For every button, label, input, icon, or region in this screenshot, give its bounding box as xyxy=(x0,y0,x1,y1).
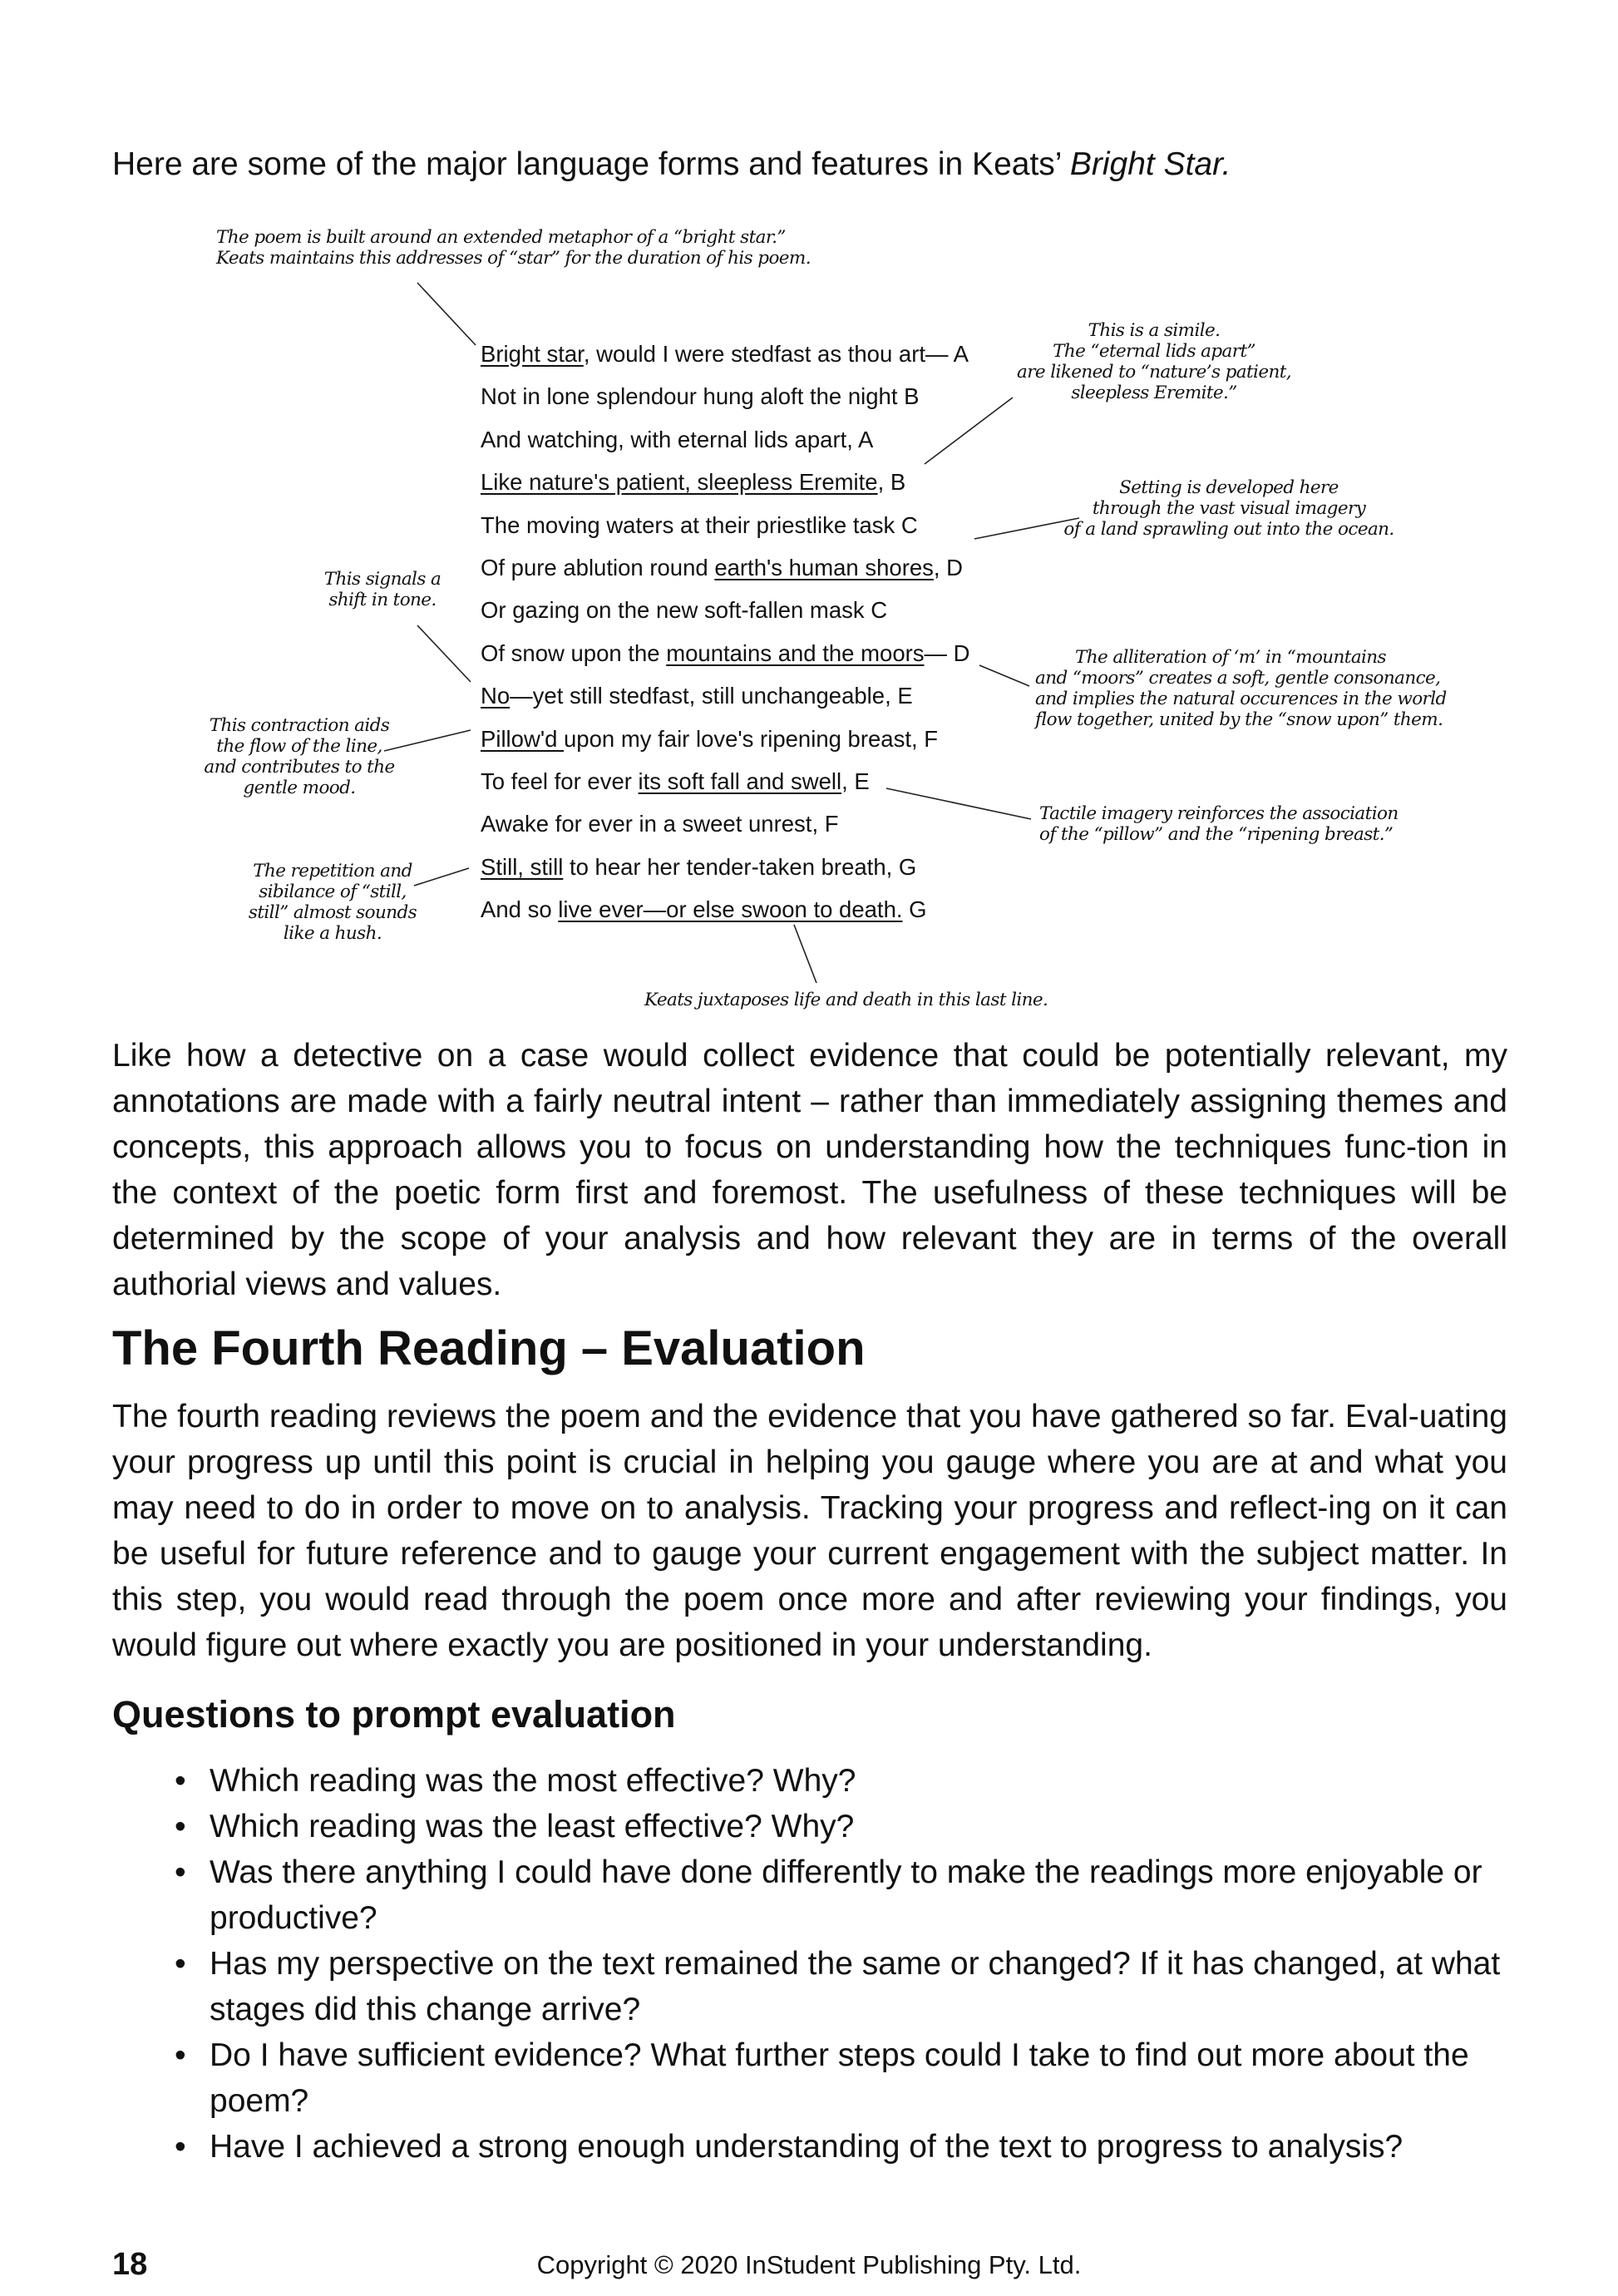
poem-title: Bright Star. xyxy=(1069,146,1231,182)
underlined-phrase: Pillow'd xyxy=(481,725,565,752)
question-text: Which reading was the most effective? Why? xyxy=(210,1763,856,1799)
poem-line-text: to hear her tender-taken breath, G xyxy=(563,853,917,880)
underlined-phrase: Like nature's patient, sleepless Eremite xyxy=(481,469,878,496)
annotation-juxtapose: Keats juxtaposes life and death in this last line. xyxy=(644,990,1048,1010)
poem-line-text: And so xyxy=(481,896,559,923)
underlined-phrase: Still, still xyxy=(481,853,564,880)
poem-line xyxy=(481,589,970,631)
bullet-icon: • xyxy=(175,2129,186,2165)
poem-line-text: And watching, with eternal lids apart, A xyxy=(481,426,874,452)
poem-line-text: Of pure ablution round xyxy=(481,554,715,580)
annotation-contraction: This contraction aids the flow of the line, and contributes to the gentle mood. xyxy=(204,715,395,798)
bullet-icon: • xyxy=(175,2037,186,2073)
underlined-phrase: its soft fall and swell xyxy=(638,768,842,794)
poem-line xyxy=(481,632,970,674)
annotation-metaphor: The poem is built around an extended metaphor of a “bright star.” Keats maintains this addresses of “star” for the duration of his poem. xyxy=(216,227,811,269)
question-item xyxy=(166,1941,1509,2032)
question-text: Has my perspective on the text remained the same or changed? If it has changed, at what stages did this change arrive? xyxy=(210,1946,1501,2027)
annotation-setting: Setting is developed here through the vast visual imagery of a land sprawling out into the ocean. xyxy=(1063,477,1394,540)
poem-line-text: Not in lone splendour hung aloft the night B xyxy=(481,383,920,410)
intro-text: Here are some of the major language forms and features in Keats’ xyxy=(112,146,1070,182)
poem-line xyxy=(481,718,970,760)
poem-line xyxy=(481,418,970,461)
poem-line xyxy=(481,504,970,546)
question-text: Do I have sufficient evidence? What further steps could I take to find out more about the poem? xyxy=(210,2037,1469,2119)
poem-line-text: Of snow upon the xyxy=(481,639,667,666)
poem-line-text: G xyxy=(902,896,927,923)
poem-line-text: To feel for ever xyxy=(481,768,639,794)
poem-line xyxy=(481,760,970,802)
bullet-icon: • xyxy=(175,1763,186,1799)
poem-line xyxy=(481,802,970,845)
question-item xyxy=(166,1758,1509,1804)
leader-metaphor xyxy=(417,283,476,345)
poem-line-text: Awake for ever in a sweet unrest, F xyxy=(481,811,839,837)
question-text: Which reading was the least effective? Why? xyxy=(210,1809,855,1844)
poem-line xyxy=(481,888,970,931)
page-number: 18 xyxy=(112,2247,148,2282)
section-heading: The Fourth Reading – Evaluation xyxy=(112,1321,866,1375)
question-item xyxy=(166,1804,1509,1849)
annotation-simile: This is a simile. The “eternal lids apart” are likened to “nature’s patient, sleepless Eremite.” xyxy=(1017,320,1291,403)
annotation-alliteration: The alliteration of ‘m’ in “mountains and “moors” creates a soft, gentle consonance, and implies the natural occurences in the world flow together, united by the “snow upon” them. xyxy=(1035,647,1447,730)
poem-line xyxy=(481,333,970,375)
poem-line-text: , B xyxy=(877,469,906,496)
underlined-phrase: live ever—or else swoon to death. xyxy=(558,896,903,923)
poem-line-text: —yet still stedfast, still unchangeable, E xyxy=(510,683,913,709)
leader-juxtapose xyxy=(794,925,816,983)
bullet-icon: • xyxy=(175,1809,186,1844)
poem-line xyxy=(481,674,970,717)
poem-line-text: — D xyxy=(924,639,970,666)
commentary-paragraph: Like how a detective on a case would collect evidence that could be potentially relevant, my annotations are made with a fairly neutral intent – rather than immediately assigning themes and concepts, this approach allows you to focus on understanding how the techniques func-tion in the context of the poetic form first and foremost. The usefulness of these techniques will be determined by the scope of your analysis and how relevant they are in terms of the overall authorial views and values. xyxy=(112,1038,1507,1302)
leader-alliteration xyxy=(979,665,1029,686)
underlined-phrase: earth's human shores xyxy=(714,554,934,580)
poem-line-text: , E xyxy=(841,768,870,794)
question-item xyxy=(166,2032,1509,2124)
poem-line xyxy=(481,375,970,417)
question-item xyxy=(166,2124,1509,2170)
copyright-notice: Copyright © 2020 InStudent Publishing Pty. Ltd. xyxy=(536,2250,1082,2279)
poem-line-text: Or gazing on the new soft-fallen mask C xyxy=(481,597,888,624)
poem-line xyxy=(481,546,970,589)
poem-line xyxy=(481,461,970,503)
evaluation-paragraph: The fourth reading reviews the poem and the evidence that you have gathered so far. Eval-uating your progress up until this point is crucial in helping you gauge where you are at and what you may need to do in order to move on to analysis. Tracking your progress and reflect-ing on it can be useful for future reference and to gauge your current engagement with the subject matter. In this step, you would read through the poem once more and after reviewing your findings, you would figure out where exactly you are positioned in your understanding. xyxy=(112,1399,1507,1663)
question-item xyxy=(166,1849,1509,1941)
poem-line-text: upon my fair love's ripening breast, F xyxy=(564,725,939,752)
underlined-phrase: No xyxy=(481,683,511,709)
bullet-icon: • xyxy=(175,1946,186,1982)
leader-shift xyxy=(417,625,471,682)
leader-contraction xyxy=(384,730,471,751)
poem-line-text: , would I were stedfast as thou art— A xyxy=(583,341,969,367)
underlined-phrase: mountains and the moors xyxy=(666,639,925,666)
poem-line-text: , D xyxy=(933,554,964,580)
poem-line xyxy=(481,846,970,888)
question-text: Was there anything I could have done differently to make the readings more enjoyable or productive? xyxy=(210,1854,1482,1936)
annotation-repetition: The repetition and sibilance of “still, still” almost sounds like a hush. xyxy=(248,861,417,944)
question-text: Have I achieved a strong enough understanding of the text to progress to analysis? xyxy=(210,2129,1403,2165)
questions-list xyxy=(166,1758,1509,2170)
poem-text xyxy=(481,333,970,931)
bullet-icon: • xyxy=(175,1854,186,1890)
questions-subheading: Questions to prompt evaluation xyxy=(112,1693,676,1736)
annotation-tactile: Tactile imagery reinforces the association of the “pillow” and the “ripening breast.” xyxy=(1039,803,1398,845)
poem-line-text: The moving waters at their priestlike task C xyxy=(481,511,918,538)
annotation-shift: This signals a shift in tone. xyxy=(323,569,441,610)
underlined-phrase: Bright star xyxy=(481,341,584,367)
